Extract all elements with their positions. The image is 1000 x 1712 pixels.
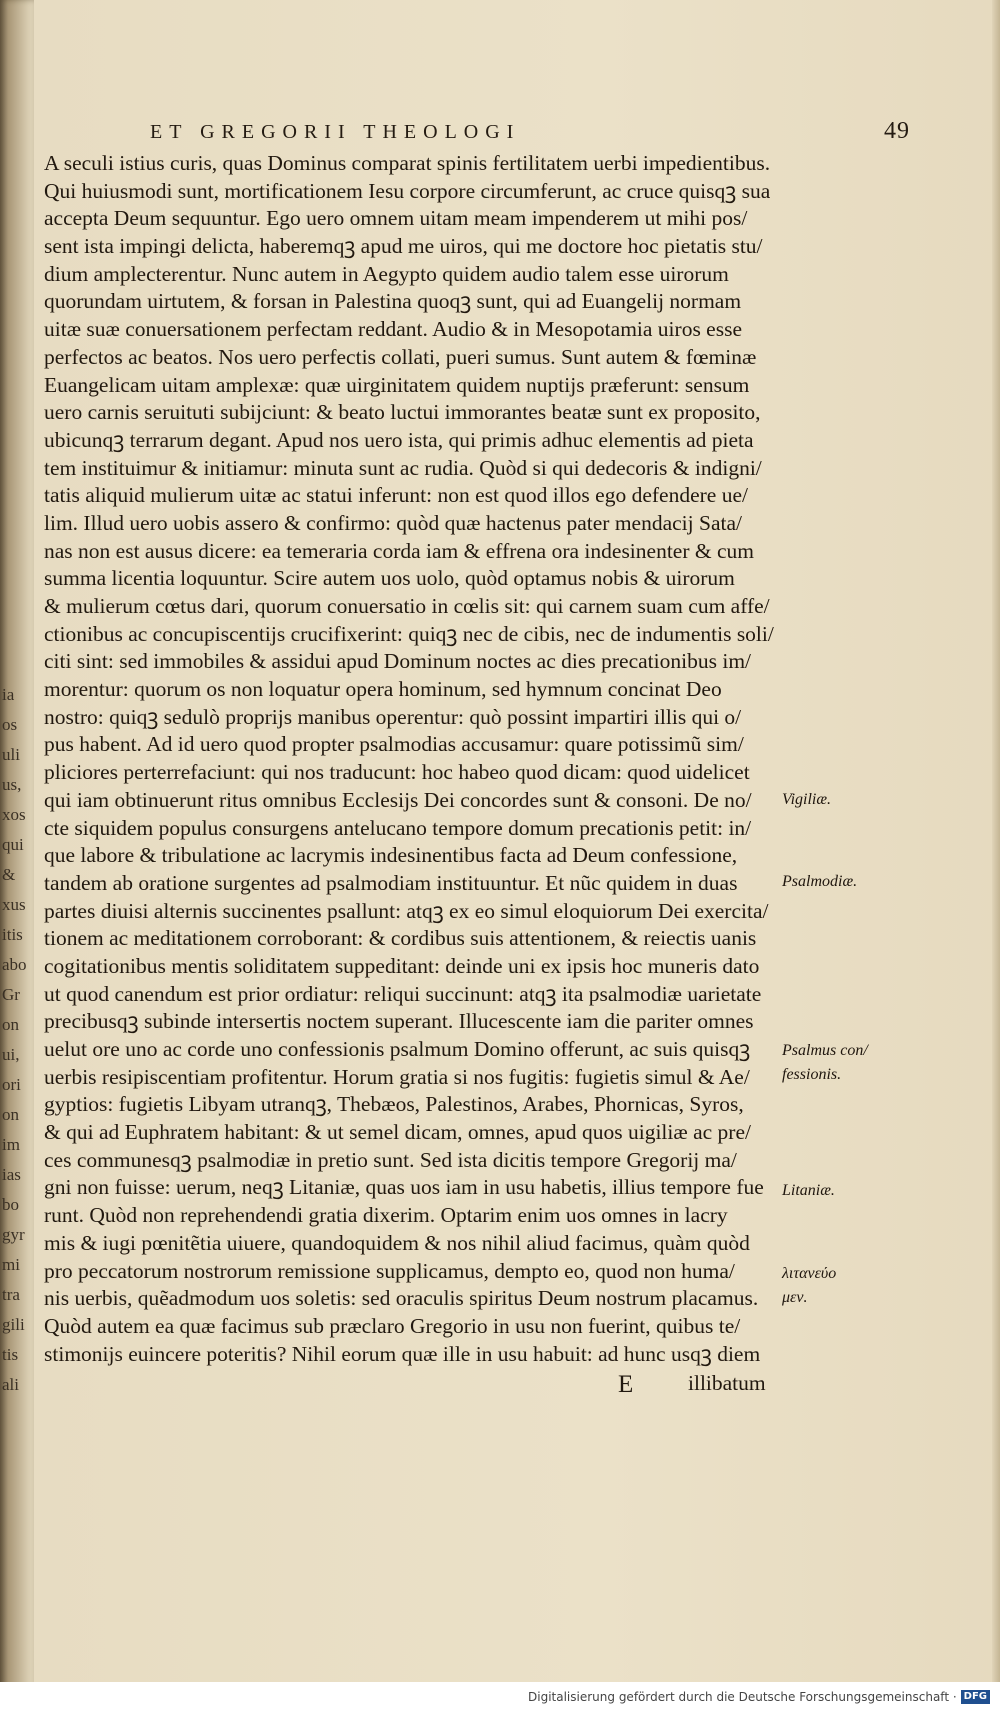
- facing-page-fragment: ia: [2, 685, 15, 704]
- signature-mark: E: [618, 1371, 634, 1398]
- text-line: tem instituimur & initiamur: minuta sunt ac rudia. Quòd si qui dedecoris & indigni/: [44, 455, 762, 480]
- text-line: qui iam obtinuerunt ritus omnibus Ecclesijs Dei concordes sunt & consoni. De no/: [44, 787, 752, 812]
- digitization-footer: [0, 1682, 1000, 1712]
- text-line: uero carnis seruituti subijciunt: & beato luctui immorantes beatæ sunt ex proposito,: [44, 400, 761, 425]
- text-line: pliciores perterrefaciunt: qui nos traducunt: hoc habeo quod dicam: quod uidelicet: [44, 760, 750, 785]
- facing-page-fragment: xos: [2, 805, 26, 824]
- facing-page-fragments: [2, 680, 32, 1400]
- facing-page-fragment: ori: [2, 1075, 21, 1094]
- facing-page-fragment: mi: [2, 1255, 20, 1274]
- facing-page-fragment: &: [2, 865, 16, 884]
- main-text-block: [44, 150, 782, 1368]
- page-edge: [992, 0, 1000, 1712]
- text-line: citi sint: sed immobiles & assidui apud Dominum noctes ac dies precationibus im/: [44, 649, 752, 674]
- margin-note-line: Psalmus con/: [782, 1042, 868, 1059]
- facing-page-fragment: Gr: [2, 985, 20, 1004]
- text-line: uelut ore uno ac corde uno confessionis psalmum Domino offerunt, ac suis quisqꝫ: [44, 1037, 751, 1061]
- text-line: accepta Deum sequuntur. Ego uero omnem uitam meam impenderem ut mihi pos/: [44, 206, 748, 231]
- text-line: nostro: quiqꝫ sedulò proprijs manibus operentur: quò possint impartiri illis qui o/: [44, 704, 742, 729]
- facing-page-fragment: ias: [2, 1165, 21, 1184]
- text-line: morentur: quorum os non loquatur opera hominum, sed hymnum concinat Deo: [44, 677, 722, 702]
- text-line: stimonijs euincere poteritis? Nihil eorum quæ ille in usu habuit: ad hunc usqꝫ diem: [44, 1341, 761, 1366]
- text-line: gni non fuisse: uerum, neqꝫ Litaniæ, quas uos iam in usu habetis, illius tempore fue: [44, 1175, 764, 1200]
- margin-note-vigiliae: [782, 788, 892, 812]
- facing-page-fragment: im: [2, 1135, 20, 1154]
- text-line: ut quod canendum est prior ordiatur: reliqui succinunt: atqꝫ ita psalmodiæ uarietate: [44, 981, 762, 1006]
- running-title: ET GREGORII THEOLOGI: [150, 121, 521, 143]
- page-header: [150, 118, 910, 145]
- text-line: & qui ad Euphratem habitant: & ut semel dicam, omnes, apud quos uigiliæ ac pre/: [44, 1120, 751, 1145]
- margin-note-line: fessionis.: [782, 1066, 842, 1083]
- facing-page-fragment: tra: [2, 1285, 20, 1304]
- margin-note-litaniae: [782, 1179, 892, 1203]
- text-line: cte siquidem populus consurgens antelucano tempore domum precationis petit: in/: [44, 815, 752, 840]
- text-line: ubicunqꝫ terrarum degant. Apud nos uero ista, qui primis adhuc elementis ad pieta: [44, 427, 754, 452]
- facing-page-gutter: [0, 0, 34, 1712]
- text-line: dium amplecterentur. Nunc autem in Aegypto quidem audio talem esse uirorum: [44, 261, 729, 286]
- text-line: tionem ac meditationem corroborant: & cordibus suis attentionem, & reiectis uanis: [44, 926, 757, 951]
- margin-note-line: Litaniæ.: [782, 1182, 835, 1199]
- margin-note-line: Vigiliæ.: [782, 791, 832, 808]
- margin-note-psalmus-confessionis: [782, 1039, 892, 1087]
- text-line: precibusqꝫ subinde intersertis noctem superant. Illucescente iam die pariter omnes: [44, 1009, 754, 1034]
- text-line: summa licentia loquuntur. Scire autem uos uolo, quòd optamus nobis & uirorum: [44, 566, 735, 591]
- text-line: uerbis resipiscentiam profitentur. Horum gratia si nos fugitis: fugietis simul & Ae/: [44, 1064, 750, 1089]
- facing-page-fragment: on: [2, 1105, 19, 1124]
- text-line: perfectos ac beatos. Nos uero perfectis collati, pueri sumus. Sunt autem & fœminæ: [44, 344, 757, 369]
- facing-page-fragment: ui,: [2, 1045, 20, 1064]
- text-line: A seculi istius curis, quas Dominus comparat spinis fertilitatem uerbi impedientibus.: [44, 151, 771, 175]
- text-line: pro peccatorum nostrorum remissione supplicamus, dempto eo, quod non huma/: [44, 1258, 735, 1283]
- facing-page-fragment: tis: [2, 1345, 19, 1364]
- margin-note-psalmodiae: [782, 870, 892, 894]
- facing-page-fragment: on: [2, 1015, 19, 1034]
- facing-page-fragment: uli: [2, 745, 20, 764]
- facing-page-fragment: itis: [2, 925, 23, 944]
- text-line: Quòd autem ea quæ facimus sub præclaro Gregorio in usu non fuerint, quibus te/: [44, 1313, 741, 1338]
- text-line: tatis aliquid mulierum uitæ ac statui inferunt: non est quod illos ego defendere ue/: [44, 483, 748, 508]
- facing-page-fragment: xus: [2, 895, 26, 914]
- text-line: nis uerbis, quẽadmodum uos soletis: sed oraculis spiritus Deum nostrum placamus.: [44, 1286, 759, 1311]
- text-line: Qui huiusmodi sunt, mortificationem Iesu corpore circumferunt, ac cruce quisqꝫ sua: [44, 178, 771, 203]
- text-line: pus habent. Ad id uero quod propter psalmodias accusamur: quare potissimũ sim/: [44, 732, 744, 757]
- facing-page-fragment: bo: [2, 1195, 19, 1214]
- facing-page-fragment: us,: [2, 775, 22, 794]
- text-line: partes diuisi alternis succinentes psallunt: atqꝫ ex eo simul eloquiorum Dei exercita/: [44, 898, 769, 923]
- facing-page-fragment: gyr: [2, 1225, 25, 1244]
- folio-number: 49: [884, 118, 910, 144]
- margin-note-greek: [782, 1262, 892, 1310]
- footer-text: Digitalisierung gefördert durch die Deutsche Forschungsgemeinschaft ·: [528, 1690, 957, 1704]
- text-line: quorundam uirtutem, & forsan in Palestina quoqꝫ sunt, qui ad Euangelij normam: [44, 289, 742, 314]
- text-line: ces communesqꝫ psalmodiæ in pretio sunt. Sed ista dicitis tempore Gregorij ma/: [44, 1147, 737, 1172]
- margin-note-line: μεν.: [782, 1289, 808, 1306]
- text-line: uitæ suæ conuersationem perfectam reddant. Audio & in Mesopotamia uiros esse: [44, 317, 743, 342]
- margin-note-line: Psalmodiæ.: [782, 873, 858, 890]
- text-line: sent ista impingi delicta, haberemqꝫ apud me uiros, qui me doctore hoc pietatis stu/: [44, 234, 763, 259]
- text-line: ctionibus ac concupiscentijs crucifixerint: quiqꝫ nec de cibis, nec de indumentis soli/: [44, 621, 774, 646]
- facing-page-fragment: os: [2, 715, 18, 734]
- text-line: tandem ab oratione surgentes ad psalmodiam instituuntur. Et nũc quidem in duas: [44, 870, 738, 895]
- facing-page-fragment: gili: [2, 1315, 25, 1334]
- dfg-logo-icon: DFG: [961, 1690, 990, 1704]
- text-line: gyptios: fugietis Libyam utranqꝫ, Thebæos, Palestinos, Arabes, Phornicas, Syros,: [44, 1092, 744, 1117]
- text-line: Euangelicam uitam amplexæ: quæ uirginitatem quidem nuptijs præferunt: sensum: [44, 372, 750, 397]
- text-line: runt. Quòd non reprehendendi gratia dixerim. Optarim enim uos omnes in lacry: [44, 1203, 728, 1228]
- margin-note-line: λιτανεύο: [782, 1265, 837, 1282]
- text-line: mis & iugi pœnitẽtia uiuere, quandoquidem & nos nihil aliud facimus, quàm quòd: [44, 1230, 750, 1255]
- text-line: cogitationibus mentis soliditatem suppeditant: deinde uni ex ipsis hoc muneris dato: [44, 953, 760, 978]
- text-line: lim. Illud uero uobis assero & confirmo: quòd quæ hactenus pater mendacij Sata/: [44, 510, 742, 535]
- text-line: nas non est ausus dicere: ea temeraria corda iam & effrena ora indesinenter & cum: [44, 538, 754, 563]
- text-line: que labore & tribulatione ac lacrymis indesinentibus facta ad Deum confessione,: [44, 843, 738, 868]
- catchword: illibatum: [688, 1371, 766, 1395]
- facing-page-fragment: ali: [2, 1375, 19, 1394]
- facing-page-fragment: abo: [2, 955, 27, 974]
- facing-page-fragment: qui: [2, 835, 24, 854]
- text-line: & mulierum cœtus dari, quorum conuersatio in cœlis sit: qui carnem suam cum affe/: [44, 594, 770, 618]
